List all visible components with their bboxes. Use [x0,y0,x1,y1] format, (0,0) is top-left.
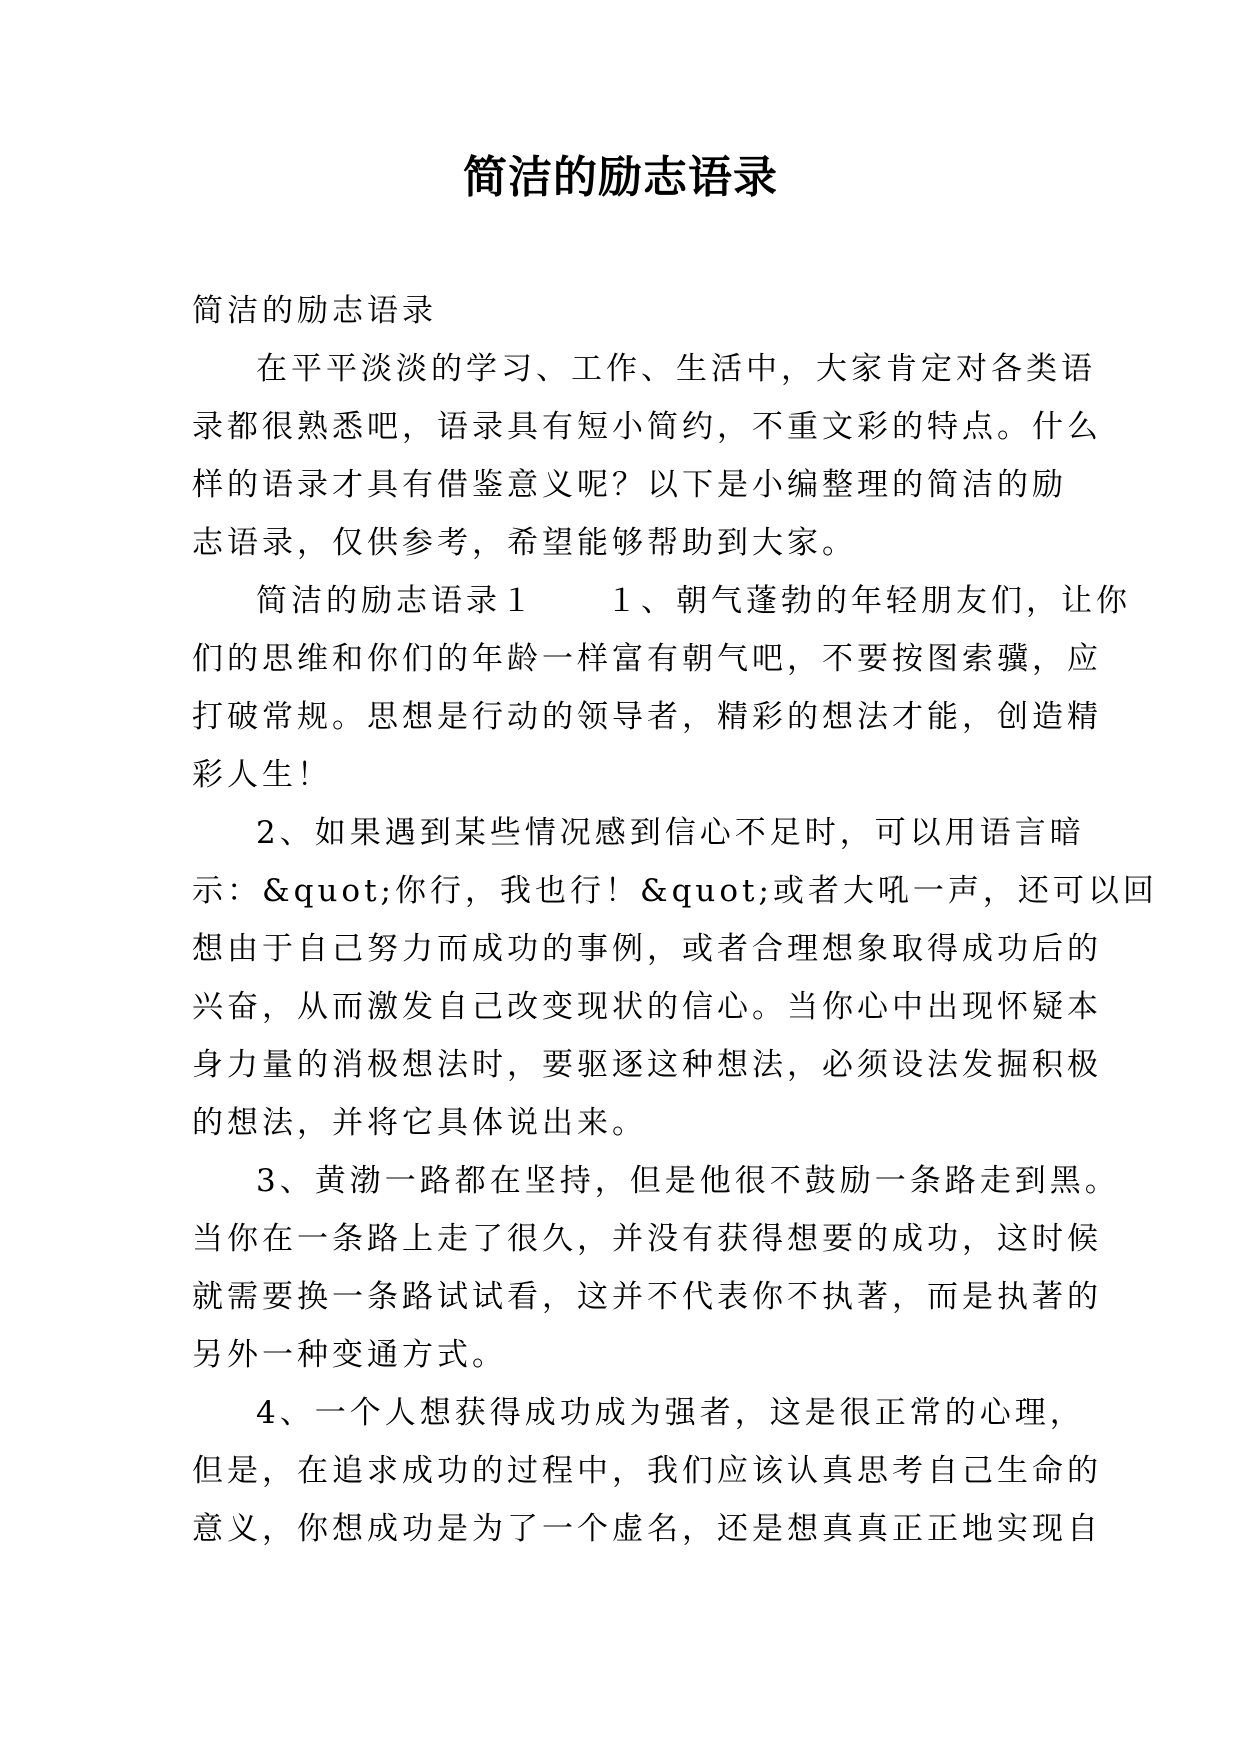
body-line: 另外一种变通方式。 [192,1337,507,1373]
body-line: 3、黄渤一路都在坚持，但是他很不鼓励一条路走到黑。 [256,1163,1120,1199]
body-line: 简洁的励志语录 [192,293,437,329]
body-line: 录都很熟悉吧，语录具有短小简约，不重文彩的特点。什么 [192,409,1102,445]
body-line: 意义，你想成功是为了一个虚名，还是想真真正正地实现自 [192,1511,1102,1547]
body-line: 当你在一条路上走了很久，并没有获得想要的成功，这时候 [192,1221,1102,1257]
body-line: 在平平淡淡的学习、工作、生活中，大家肯定对各类语 [256,351,1096,387]
body-line: 但是，在追求成功的过程中，我们应该认真思考自己生命的 [192,1453,1102,1489]
body-line: 样的语录才具有借鉴意义呢？以下是小编整理的简洁的励 [192,467,1067,503]
document-body [192,282,1158,1558]
body-line: 打破常规。思想是行动的领导者，精彩的想法才能，创造精 [192,699,1102,735]
body-line: 4、一个人想获得成功成为强者，这是很正常的心理， [256,1395,1085,1431]
body-line: 2、如果遇到某些情况感到信心不足时，可以用语言暗 [256,815,1085,851]
body-line: 们的思维和你们的年龄一样富有朝气吧，不要按图索骥，应 [192,641,1102,677]
body-line: 就需要换一条路试试看，这并不代表你不执著，而是执著的 [192,1279,1102,1315]
body-line: 想由于自己努力而成功的事例，或者合理想象取得成功后的 [192,931,1102,967]
body-line: 的想法，并将它具体说出来。 [192,1105,647,1141]
document-title: 简洁的励志语录 [463,152,778,203]
body-line: 兴奋，从而激发自己改变现状的信心。当你心中出现怀疑本 [192,989,1102,1025]
body-line: 志语录，仅供参考，希望能够帮助到大家。 [192,525,857,561]
body-line: 简洁的励志语录１ １、朝气蓬勃的年轻朋友们，让你 [256,583,1131,619]
body-line: 身力量的消极想法时，要驱逐这种想法，必须设法发掘积极 [192,1047,1102,1083]
body-line: 示：&quot;你行，我也行！&quot;或者大吼一声，还可以回 [192,873,1158,909]
body-line: 彩人生！ [192,757,332,793]
